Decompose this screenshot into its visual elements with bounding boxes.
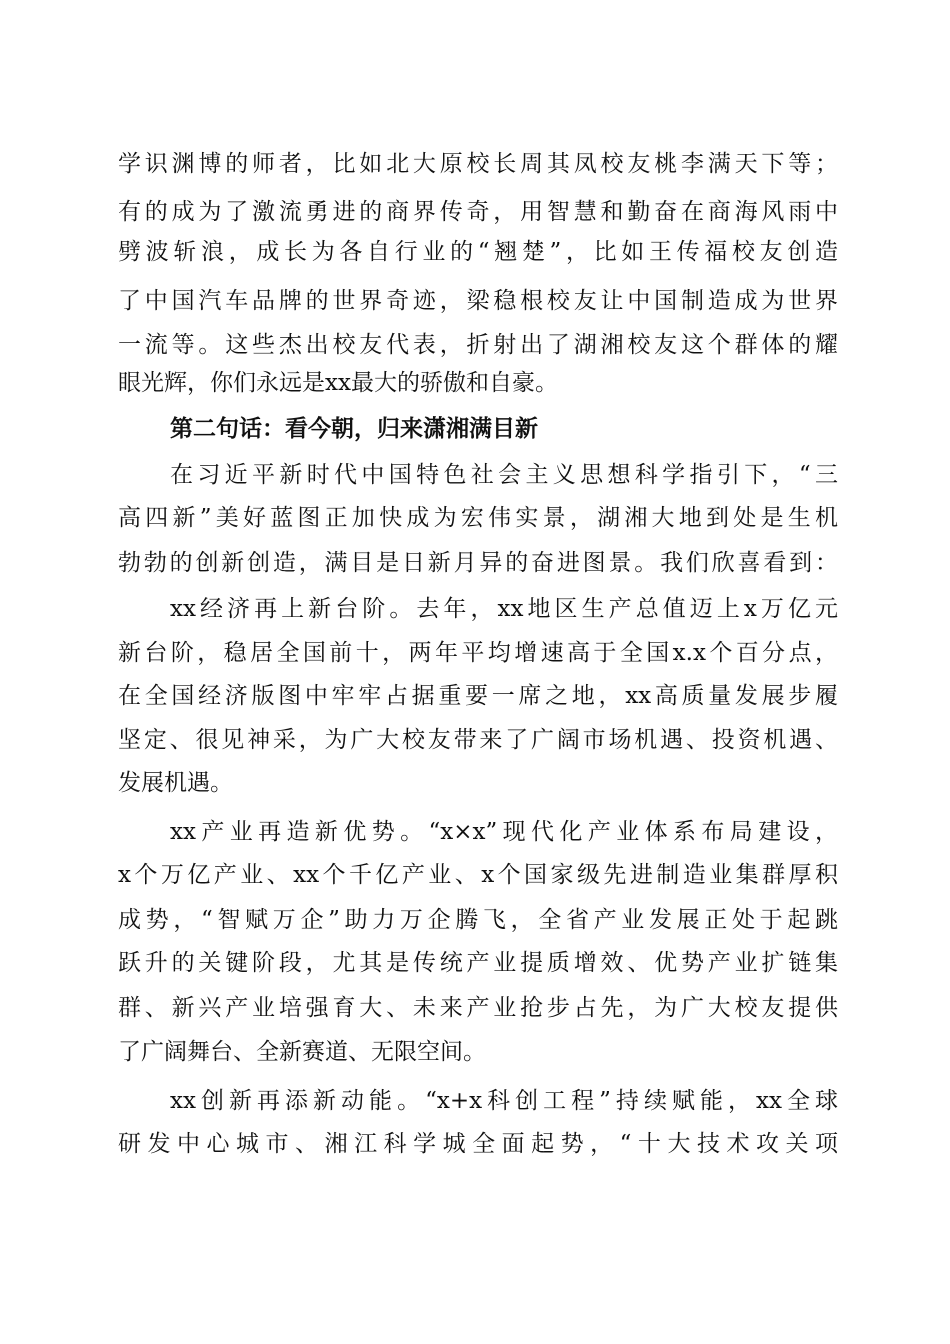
body-text-line: 群、新兴产业培强育大、未来产业抢步占先，为广大校友提供 xyxy=(118,995,838,1021)
body-text-line: 坚定、很见神采，为广大校友带来了广阔市场机遇、投资机遇、 xyxy=(118,727,838,753)
body-text-line: xx产业再造新优势。“x×x”现代化产业体系布局建设， xyxy=(170,819,838,845)
body-text-line: 研发中心城市、湘江科学城全面起势，“十大技术攻关项 xyxy=(118,1131,838,1157)
body-text-line: 高四新”美好蓝图正加快成为宏伟实景，湖湘大地到处是生机 xyxy=(118,505,838,531)
body-text-line: xx经济再上新台阶。去年，xx地区生产总值迈上x万亿元 xyxy=(170,596,838,622)
body-text-line: 发展机遇。 xyxy=(118,770,233,796)
body-text-line: 在全国经济版图中牢牢占据重要一席之地，xx高质量发展步履 xyxy=(118,683,838,709)
body-text-line: 成势，“智赋万企”助力万企腾飞，全省产业发展正处于起跳 xyxy=(118,907,838,933)
body-text-line: x个万亿产业、xx个千亿产业、x个国家级先进制造业集群厚积 xyxy=(118,862,838,888)
body-text-line: 眼光辉，你们永远是xx最大的骄傲和自豪。 xyxy=(118,370,558,396)
body-text-line: xx创新再添新动能。“x+x科创工程”持续赋能，xx全球 xyxy=(170,1088,838,1114)
body-text-line: 劈波斩浪，成长为各自行业的“翘楚”，比如王传福校友创造 xyxy=(118,239,838,265)
body-text-line: 了广阔舞台、全新赛道、无限空间。 xyxy=(118,1039,486,1065)
body-text-line: 在习近平新时代中国特色社会主义思想科学指引下，“三 xyxy=(170,462,838,488)
body-text-line: 有的成为了激流勇进的商界传奇，用智慧和勤奋在商海风雨中 xyxy=(118,199,838,225)
body-text-line: 一流等。这些杰出校友代表，折射出了湖湘校友这个群体的耀 xyxy=(118,332,838,358)
body-text-line: 新台阶，稳居全国前十，两年平均增速高于全国x.x个百分点， xyxy=(118,640,838,666)
body-text-line: 学识渊博的师者，比如北大原校长周其凤校友桃李满天下等； xyxy=(118,151,838,177)
body-text-line: 勃勃的创新创造，满目是日新月异的奋进图景。我们欣喜看到： xyxy=(118,550,838,576)
body-text-line: 了中国汽车品牌的世界奇迹，梁稳根校友让中国制造成为世界 xyxy=(118,288,838,314)
section-heading: 第二句话：看今朝，归来潇湘满目新 xyxy=(170,415,538,442)
body-text-line: 跃升的关键阶段，尤其是传统产业提质增效、优势产业扩链集 xyxy=(118,950,838,976)
